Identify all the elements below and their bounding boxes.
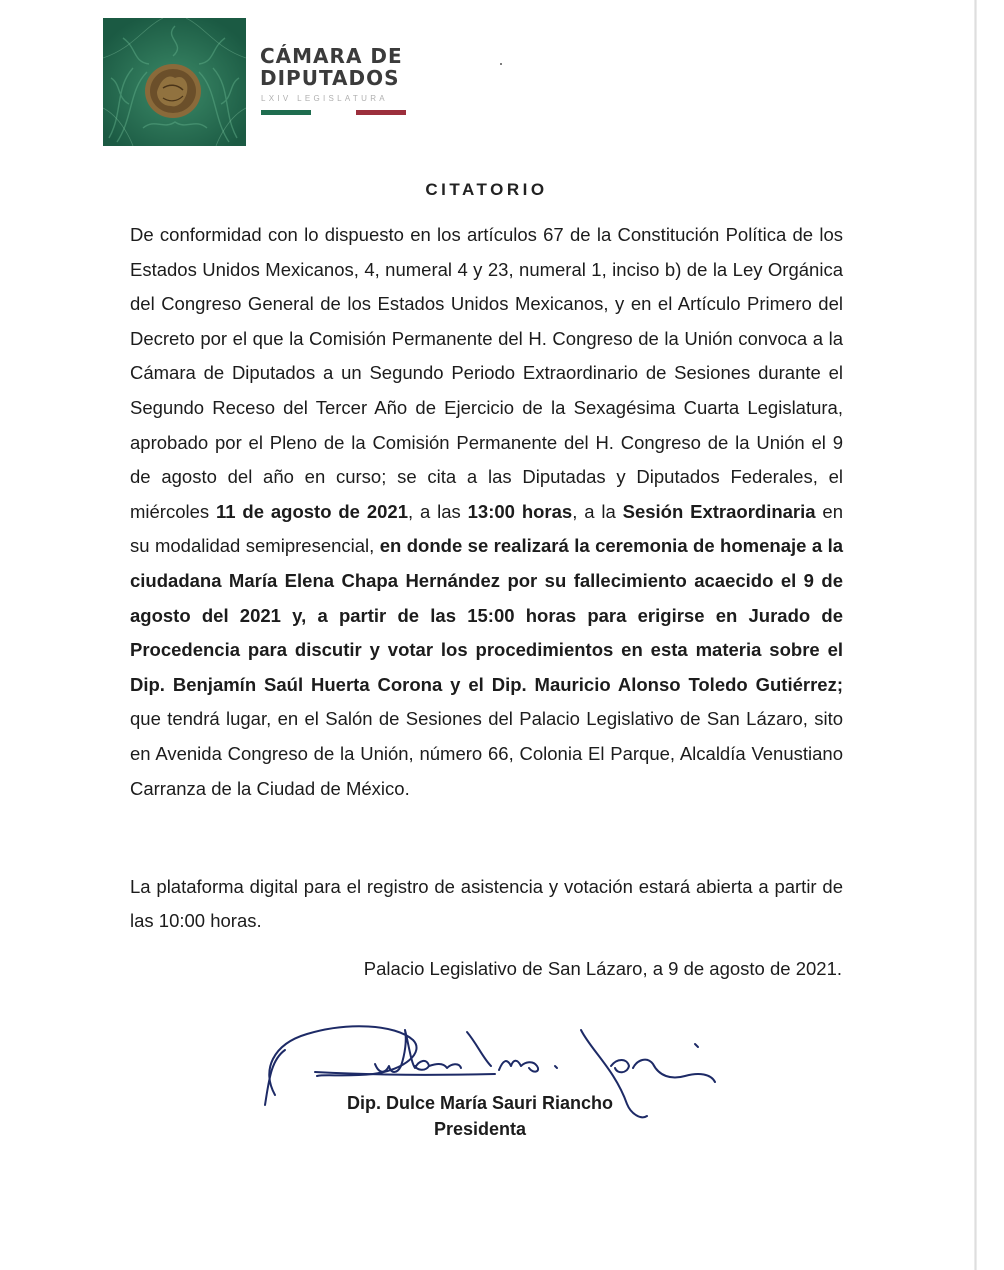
document-title: CITATORIO <box>425 180 548 199</box>
signer-role: Presidenta <box>433 1119 527 1139</box>
signer-name: Dip. Dulce María Sauri Riancho <box>346 1093 614 1113</box>
institution-line-1: CÁMARA DE <box>260 44 403 68</box>
para1-text-3: , a la <box>572 500 623 522</box>
para1-text-5: que tendrá lugar, en el Salón de Sesiones del Palacio Legislativo de San Lázaro, sito en Avenida Congreso de la Unión, número 66, Colonia El Parque, Alcaldía Venustiano Carranza de la Ciudad de México. <box>130 708 843 799</box>
institution-name <box>260 45 403 89</box>
session-date: 11 de agosto de 2021 <box>216 500 408 522</box>
para1-text-1: De conformidad con lo dispuesto en los artículos 67 de la Constitución Política de los Estados Unidos Mexicanos, 4, numeral 4 y 23, numeral 1, inciso b) de la Ley Orgánica del Congreso General de los Estados Unidos Mexicanos, y en el Artículo Primero del Decreto por el que la Comisión Permanente del H. Congreso de la Unión convoca a la Cámara de Diputados a un Segundo Periodo Extraordinario de Sesiones durante el Segundo Receso del Tercer Año de Ejercicio de la Sexagésima Cuarta Legislatura, aprobado por el Pleno de la Comisión Permanente del H. Congreso de la Unión el 9 de agosto del año en curso; se cita a las Diputadas y Diputados Federales, el miércoles <box>130 224 843 522</box>
session-type: Sesión Extraordinaria <box>622 500 816 522</box>
page-edge-shadow <box>974 0 977 1270</box>
citation-paragraph <box>130 218 843 806</box>
eagle-seal-icon <box>103 18 246 146</box>
place-date: Palacio Legislativo de San Lázaro, a 9 de agosto de 2021. <box>363 958 842 979</box>
session-agenda: en donde se realizará la ceremonia de homenaje a la ciudadana María Elena Chapa Hernández por su fallecimiento acaecido el 9 de agosto del 2021 y, a partir de las 15:00 horas para erigirse en Jurado de Procedencia para discutir y votar los procedimientos en esta materia sobre el Dip. Benjamín Saúl Huerta Corona y el Dip. Mauricio Alonso Toledo Gutiérrez; <box>130 535 843 695</box>
para1-text-4: en su modalidad semipresencial, <box>130 500 843 557</box>
legislature-label: LXIV LEGISLATURA <box>261 94 388 103</box>
scan-speck <box>500 63 502 65</box>
letterhead <box>103 18 423 148</box>
session-time: 13:00 horas <box>467 500 573 522</box>
institution-line-2: DIPUTADOS <box>260 66 400 90</box>
flag-red-stripe <box>356 110 406 115</box>
platform-paragraph: La plataforma digital para el registro de asistencia y votación estará abierta a partir de las 10:00 horas. <box>130 876 843 931</box>
para1-text-2: , a las <box>407 500 468 522</box>
flag-green-stripe <box>261 110 311 115</box>
